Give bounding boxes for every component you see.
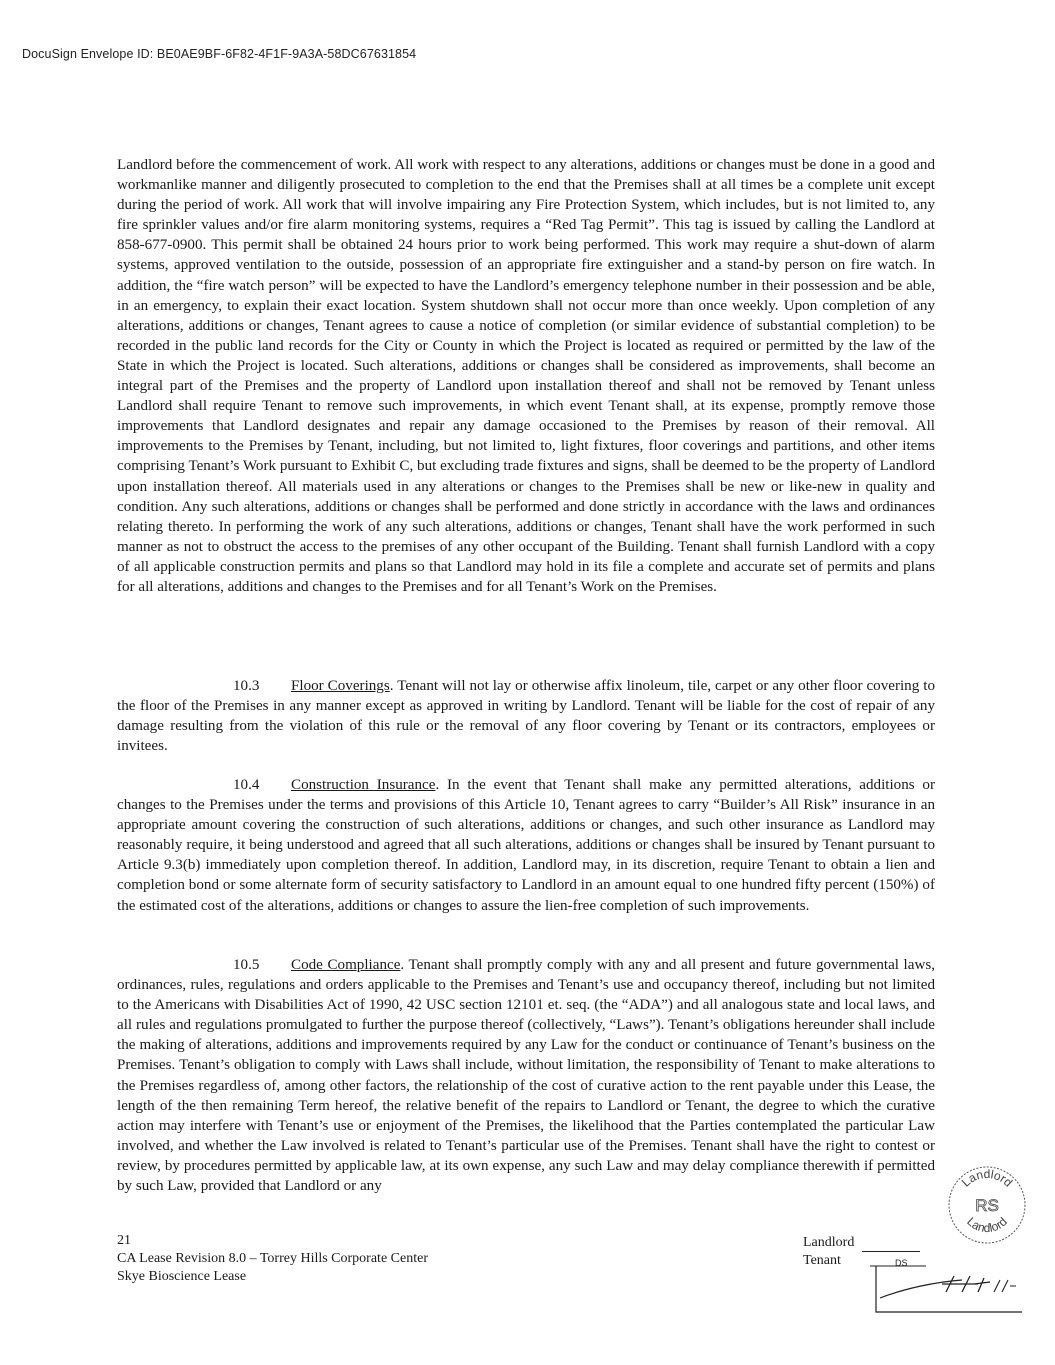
stamp-bottom-text: Landlord bbox=[964, 1214, 1010, 1236]
section-number: 10.5 bbox=[233, 957, 260, 973]
section-10-3 bbox=[117, 676, 935, 756]
landlord-initial-stamp bbox=[946, 1164, 1028, 1246]
section-text: . Tenant shall promptly comply with any and all present and future governmental laws, ordinances, rules, regulations and orders applicable to the Premises and Tenant’s use and occupancy thereof, including but not limited to the Americans with Disabilities Act of 1990, 42 USC section 12101 et. seq. (the “ADA”) and all analogous state and local laws, and all rules and regulations promulgated to further the purpose thereof (collectively, “Laws”). Tenant’s obligations hereunder shall include the making of alterations, additions and improvements required by any Law for the conduct or continuance of Tenant’s business on the Premises. Tenant’s obligation to comply with Laws shall include, without limitation, the responsibility of Tenant to make alterations to the Premises regardless of, among other factors, the relationship of the cost of curative action to the rent payable under this Lease, the length of the then remaining Term hereof, the relative benefit of the repairs to Landlord or Tenant, the degree to which the curative action may interfere with Tenant’s use or enjoyment of the Premises, the likelihood that the Parties contemplated the particular Law involved, and whether the Law involved is related to Tenant’s particular use of the Premises. Tenant shall have the right to contest or review, by procedures permitted by applicable law, at its own expense, any such Law and may delay compliance therewith if permitted by such Law, provided that Landlord or any bbox=[117, 957, 935, 1195]
stamp-initials: RS bbox=[975, 1196, 999, 1215]
landlord-initial-line[interactable] bbox=[862, 1251, 920, 1252]
section-10-4 bbox=[117, 775, 935, 916]
section-10-5 bbox=[117, 955, 935, 1196]
footer-info bbox=[117, 1232, 428, 1286]
landlord-label: Landlord bbox=[803, 1235, 855, 1250]
lease-revision: CA Lease Revision 8.0 – Torrey Hills Corporate Center bbox=[117, 1251, 428, 1266]
tenant-label: Tenant bbox=[803, 1253, 841, 1268]
paragraph-text: Landlord before the commencement of work. All work with respect to any alterations, additions or changes must be done in a good and workmanlike manner and diligently prosecuted to completion to the end that the Premises shall at all times be a complete unit except during the period of work. All work that will involve impairing any Fire Protection System, which includes, but is not limited to, any fire sprinkler values and/or fire alarm monitoring systems, requires a “Red Tag Permit”. This tag is issued by calling the Landlord at 858-677-0900. This permit shall be obtained 24 hours prior to work being performed. This work may require a shut-down of alarm systems, approved ventilation to the outside, possession of an appropriate fire extinguisher and a stand-by person on fire watch. In addition, the “fire watch person” will be expected to have the Landlord’s emergency telephone number in their possession and be able, in an emergency, to explain their exact location. System shutdown shall not occur more than once weekly. Upon completion of any alterations, additions or changes, Tenant agrees to cause a notice of completion (or similar evidence of substantial completion) to be recorded in the public land records for the City or County in which the Project is located as required or permitted by the law of the State in which the Project is located. Such alterations, additions or changes shall be considered as improvements, shall become an integral part of the Premises and the property of Landlord upon installation thereof and shall not be removed by Tenant unless Landlord shall require Tenant to remove such improvements, in which event Tenant shall, at its expense, promptly remove those improvements that Landlord designates and repair any damage occasioned to the Premises by reason of their removal. All improvements to the Premises by Tenant, including, but not limited to, light fixtures, floor coverings and partitions, and other items comprising Tenant’s Work pursuant to Exhibit C, but excluding trade fixtures and signs, shall be deemed to be the property of Landlord upon installation thereof. All materials used in any alterations or changes to the Premises shall be new or like-new in quality and condition. Any such alterations, additions or changes shall be performed and done strictly in accordance with the laws and ordinances relating thereto. In performing the work of any such alterations, additions or changes, Tenant shall have the work performed in such manner as not to obstruct the access to the premises of any other occupant of the Building. Tenant shall furnish Landlord with a copy of all applicable construction permits and plans so that Landlord may hold in its file a complete and accurate set of permits and plans for all alterations, additions and changes to the Premises and for all Tenant’s Work on the Premises. bbox=[117, 157, 935, 595]
stamp-top-text: Landlord bbox=[958, 1166, 1016, 1190]
section-text: . Tenant will not lay or otherwise affix linoleum, tile, carpet or any other floor covering to the floor of the Premises in any manner except as approved in writing by Landlord. Tenant will be liable for the cost of repair of any damage resulting from the violation of this rule or the removal of any floor covering by Tenant or its contractors, employees or invitees. bbox=[117, 678, 935, 755]
paragraph-continuation bbox=[117, 155, 935, 597]
section-text: . In the event that Tenant shall make any permitted alterations, additions or changes to the Premises under the terms and provisions of this Article 10, Tenant agrees to carry “Builder’s All Risk” insurance in an appropriate amount covering the construction of such alterations, additions or changes, and such other insurance as Landlord may reasonably require, it being understood and agreed that all such alterations, additions or changes shall be insured by Tenant pursuant to Article 9.3(b) immediately upon completion thereof. In addition, Landlord may, in its discretion, require Tenant to obtain a lien and completion bond or some alternate form of security satisfactory to Landlord in an amount equal to one hundred fifty percent (150%) of the estimated cost of the alterations, additions or changes to assure the lien-free completion of such improvements. bbox=[117, 777, 935, 914]
section-number: 10.3 bbox=[233, 678, 260, 694]
section-number: 10.4 bbox=[233, 777, 260, 793]
tenant-signature bbox=[866, 1262, 1026, 1318]
section-heading: Construction Insurance bbox=[291, 777, 436, 793]
lease-name: Skye Bioscience Lease bbox=[117, 1269, 247, 1284]
ds-label: DS bbox=[895, 1258, 908, 1268]
page-number: 21 bbox=[117, 1233, 131, 1248]
section-heading: Floor Coverings bbox=[291, 678, 390, 694]
docusign-envelope-id: DocuSign Envelope ID: BE0AE9BF-6F82-4F1F-9A3A-58DC67631854 bbox=[22, 47, 417, 61]
section-heading: Code Compliance bbox=[291, 957, 401, 973]
